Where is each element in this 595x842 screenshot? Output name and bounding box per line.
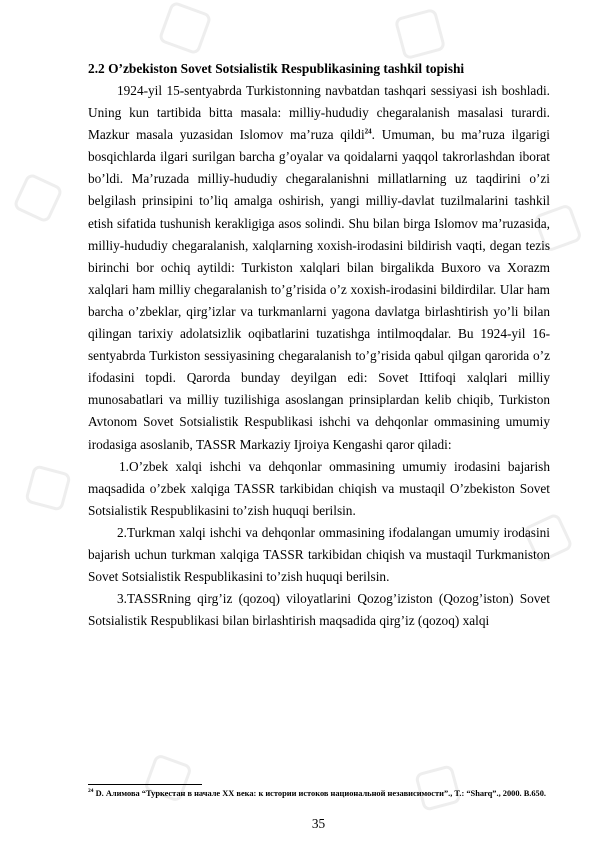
paragraph-point-1: 1.O’zbek xalqi ishchi va dehqonlar ommasining umumiy irodasini bajarish maqsadida o’zbek xalqiga TASSR tarkibidan chiqish va mustaqil O’zbekiston Sovet Sotsialistik Respublikasini to’zish huquqi berilsin. — [88, 458, 550, 518]
paragraph-point-2: 2.Turkman xalqi ishchi va dehqonlar ommasining ifodalangan umumiy irodasini bajarish uchun turkman xalqiga TASSR tarkibidan chiqish va mustaqil Turkmaniston Sovet Sotsialistik Respublikasini to’zish huquqi berilsin. — [88, 524, 550, 585]
paragraph-point-3: 3.TASSRning qirg’iz (qozoq) viloyatlarini Qozog’iziston (Qozog’iston) Sovet Sotsialistik Respublikasi bilan birlashtirish maqsadida qirg’iz (qozoq) xalqi — [88, 591, 550, 629]
page-number: 35 — [311, 816, 326, 831]
section-heading: 2.2 O’zbekiston Sovet Sotsialistik Respublikasining tashkil topishi — [88, 61, 465, 76]
body-text — [88, 80, 550, 632]
paragraph-intro — [88, 80, 550, 456]
footnote-divider — [88, 784, 202, 785]
footnote-reference[interactable]: 24 — [364, 127, 372, 136]
paragraph-intro-text: 1924-yil 15-sentyabrda Turkistonning navbatdan tashqari sessiyasi ish boshladi. Uning kun tartibida bitta masala: milliy-hududiy chegaralanish masalasi turardi. Mazkur masala yuzasidan Islomov ma’ruza qildi — [88, 83, 550, 143]
footnote-marker: 24 — [88, 788, 94, 795]
footnote — [88, 787, 550, 801]
paragraph-intro-continued: . Umuman, bu ma’ruza ilgarigi bosqichlarda ilgari surilgan barcha g’oyalar va qoidalarni yaqqol takrorlashdan iborat bo’ldi. Ma’ruzada milliy-hududiy chegaralanishni millatlarning uz taqdirini o’zi belgilash prinsipini to’liq amalga oshirish, yangi milliy-davlat tuzilmalarini tashkil etish sifatida tushunish kerakligiga asos solindi. Shu bilan birga Islomov ma’ruzasida, milliy-hududiy chegaralanish, xalqlarning xoxish-irodasini bildirish vaqti, degan tezis birinchi bor ochiq aytildi: Turkiston xalqlari bilan birgalikda Buxoro va Xorazm xalqlari ham milliy chegaralanish to’g’risida o’z xoxish-irodasini bildirdilar. Ular ham barcha o’zbeklar, qirg’izlar va turkmanlarni yagona davlatga birlashtirish yo’li bilan qilingan tarixiy adolatsizlik oqibatlarini tuzatishga intilmoqdalar. Bu 1924-yil 16-sentyabrda Turkiston sessiyasining chegaralanish to’g’risida qabul qilgan qarorida o’z ifodasini topdi. Qarorda bunday deyilgan edi: Sovet Ittifoqi xalqlari milliy munosabatlari va milliy tuzilishiga asoslangan prinsiplardan kelib chiqib, Turkiston Avtonom Sovet Sotsialistik Respublikasi ishchi va dehqonlar ommasining umumiy irodasiga asoslanib, TASSR Markaziy Ijroiya Kengashi qaror qiladi: — [88, 127, 551, 452]
footnote-text: D. Алимова “Туркестан в начале XX века: к истории истоков национальной независимости”., T.: “Sharq”., 2000. B.650. — [93, 789, 547, 798]
